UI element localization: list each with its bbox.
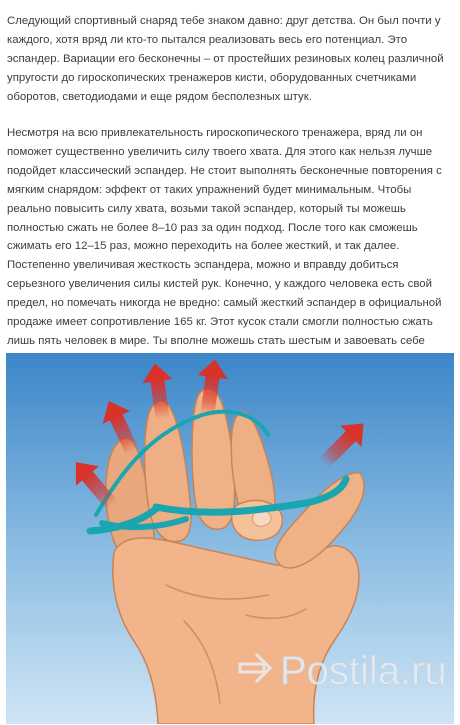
article-paragraph-2: Несмотря на всю привлекательность гироскопического тренажера, вряд ли он поможет существенно увеличить силу твоего хвата. Для этого как нельзя лучше подойдет классический эспандер. Не стоит выполнять бесконечные повторения с мягким снарядом: эффект от таких упражнений будет минимальным. Чтобы реально повысить силу хвата, возьми такой эспандер, который ты можешь полностью сжать не более 8–10 раз за один подход. После того как сможешь сжимать его 12–15 раз, можно переходить на более жесткий, и так далее. Постепенно увеличивая жесткость эспандера, можно и вправду добиться серьезного увеличения силы кистей рук. Конечно, у каждого человека есть свой предел, но помечать никогда не вредно: самый жесткий эспандер в официальной продаже имеет сопротивление 165 кг. Этот кусок стали смогли полностью сжать лишь пять человек в мире. Ты вполне можешь стать шестым и завоевать себе	[7, 127, 442, 347]
svg-text:Postila.ru: Postila.ru	[280, 649, 447, 693]
article-paragraph-1: Следующий спортивный снаряд тебе знаком давно: друг детства. Он был почти у каждого, хотя вряд ли кто-то пытался реализовать весь его потенциал. Это эспандер. Вариации его бесконечны – от простейших резиновых колец различной упругости до гироскопических тренажеров кисти, оборудованных счетчиками оборотов, светодиодами и еще рядом бесполезных штук.	[7, 15, 444, 103]
postila-logo-icon	[226, 620, 456, 720]
postila-watermark	[226, 620, 456, 720]
